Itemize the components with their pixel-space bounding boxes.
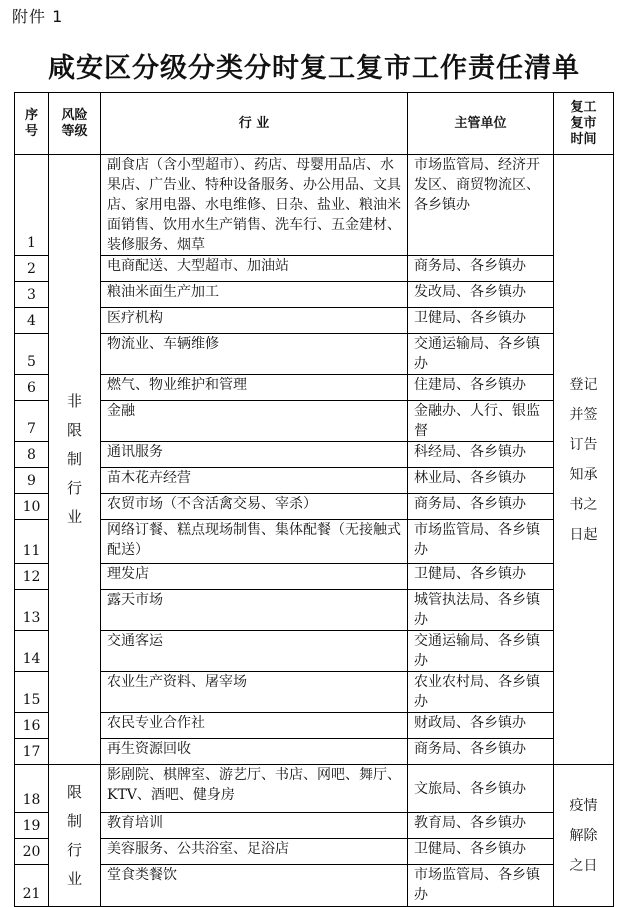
- industry-cell: 影剧院、棋牌室、游艺厅、书店、网吧、舞厅、KTV、酒吧、健身房: [101, 765, 408, 813]
- resume-time-text: 疫情 解除 之日: [569, 797, 598, 874]
- risk-level-text: 非 限 制 行 业: [66, 392, 82, 526]
- industry-cell: 燃气、物业维护和管理: [101, 375, 408, 401]
- row-number: 4: [15, 308, 49, 334]
- table-row: [15, 865, 614, 907]
- department-cell: 教育局、各乡镇办: [408, 813, 554, 839]
- table-row: [15, 334, 614, 375]
- header-industry: [101, 93, 408, 155]
- resume-time: [554, 765, 614, 907]
- table-row: [15, 713, 614, 739]
- table-row: [15, 520, 614, 564]
- department-cell: 文旅局、各乡镇办: [408, 765, 554, 813]
- table-row: [15, 813, 614, 839]
- row-number: 1: [15, 155, 49, 256]
- industry-cell: 农民专业合作社: [101, 713, 408, 739]
- table-row: [15, 375, 614, 401]
- industry-cell: 金融: [101, 401, 408, 442]
- row-number: 7: [15, 401, 49, 442]
- table-row: [15, 739, 614, 765]
- industry-cell: 交通客运: [101, 631, 408, 672]
- header-risk: [49, 93, 101, 155]
- header-risk-text: 风险 等级: [61, 107, 88, 139]
- resume-time-text: 登记 并签 订告 知承 书之 日起: [569, 376, 598, 543]
- row-number: 21: [15, 865, 49, 907]
- row-number: 10: [15, 494, 49, 520]
- industry-cell: 理发店: [101, 564, 408, 590]
- table-row: [15, 442, 614, 468]
- responsibility-table: [14, 92, 614, 907]
- row-number: 14: [15, 631, 49, 672]
- industry-cell: 物流业、车辆维修: [101, 334, 408, 375]
- table-row: [15, 256, 614, 282]
- header-dept: [408, 93, 554, 155]
- page-title: 咸安区分级分类分时复工复市工作责任清单: [48, 53, 580, 84]
- department-cell: 农业农村局、各乡镇办: [408, 672, 554, 713]
- table-row: [15, 401, 614, 442]
- table-row: [15, 564, 614, 590]
- industry-cell: 堂食类餐饮: [101, 865, 408, 907]
- industry-cell: 通讯服务: [101, 442, 408, 468]
- industry-cell: 露天市场: [101, 590, 408, 631]
- header-time: [554, 93, 614, 155]
- industry-cell: 再生资源回收: [101, 739, 408, 765]
- table-row: [15, 155, 614, 256]
- department-cell: 卫健局、各乡镇办: [408, 308, 554, 334]
- industry-cell: 农贸市场（不含活禽交易、宰杀）: [101, 494, 408, 520]
- industry-cell: 副食店（含小型超市）、药店、母婴用品店、水果店、广告业、特种设备服务、办公用品、文具店、家用电器、水电维修、日杂、盐业、粮油米面销售、饮用水生产销售、洗车行、五金建材、装修服务、烟草: [101, 155, 408, 256]
- table-row: [15, 631, 614, 672]
- department-cell: 城管执法局、各乡镇办: [408, 590, 554, 631]
- header-industry-text: 行 业: [238, 115, 270, 131]
- row-number: 15: [15, 672, 49, 713]
- department-cell: 住建局、各乡镇办: [408, 375, 554, 401]
- department-cell: 交通运输局、各乡镇办: [408, 334, 554, 375]
- header-time-text: 复工 复市 时间: [570, 99, 597, 147]
- row-number: 12: [15, 564, 49, 590]
- row-number: 2: [15, 256, 49, 282]
- department-cell: 市场监管局、各乡镇办: [408, 865, 554, 907]
- department-cell: 卫健局、各乡镇办: [408, 564, 554, 590]
- department-cell: 市场监管局、各乡镇办: [408, 520, 554, 564]
- table-row: [15, 590, 614, 631]
- table-row: [15, 308, 614, 334]
- row-number: 13: [15, 590, 49, 631]
- industry-cell: 教育培训: [101, 813, 408, 839]
- row-number: 6: [15, 375, 49, 401]
- industry-cell: 网络订餐、糕点现场制售、集体配餐（无接触式配送）: [101, 520, 408, 564]
- industry-cell: 美容服务、公共浴室、足浴店: [101, 839, 408, 865]
- industry-cell: 医疗机构: [101, 308, 408, 334]
- department-cell: 科经局、各乡镇办: [408, 442, 554, 468]
- department-cell: 交通运输局、各乡镇办: [408, 631, 554, 672]
- row-number: 18: [15, 765, 49, 813]
- risk-level: [49, 155, 101, 765]
- industry-cell: 苗木花卉经营: [101, 468, 408, 494]
- table-row: [15, 839, 614, 865]
- department-cell: 商务局、各乡镇办: [408, 256, 554, 282]
- industry-cell: 电商配送、大型超市、加油站: [101, 256, 408, 282]
- table-row: [15, 494, 614, 520]
- table-row: [15, 765, 614, 813]
- row-number: 3: [15, 282, 49, 308]
- resume-time: [554, 155, 614, 765]
- department-cell: 卫健局、各乡镇办: [408, 839, 554, 865]
- table-row: [15, 282, 614, 308]
- row-number: 8: [15, 442, 49, 468]
- row-number: 5: [15, 334, 49, 375]
- header-row: [15, 93, 614, 155]
- department-cell: 金融办、人行、银监督: [408, 401, 554, 442]
- header-dept-text: 主管单位: [454, 115, 507, 131]
- department-cell: 林业局、各乡镇办: [408, 468, 554, 494]
- attachment-label: 附件 1: [12, 7, 64, 26]
- risk-level-text: 限 制 行 业: [66, 782, 82, 888]
- department-cell: 财政局、各乡镇办: [408, 713, 554, 739]
- department-cell: 商务局、各乡镇办: [408, 494, 554, 520]
- department-cell: 市场监管局、经济开发区、商贸物流区、各乡镇办: [408, 155, 554, 256]
- department-cell: 发改局、各乡镇办: [408, 282, 554, 308]
- table-row: [15, 468, 614, 494]
- risk-level: [49, 765, 101, 907]
- row-number: 17: [15, 739, 49, 765]
- row-number: 11: [15, 520, 49, 564]
- header-no: [15, 93, 49, 155]
- row-number: 19: [15, 813, 49, 839]
- department-cell: 商务局、各乡镇办: [408, 739, 554, 765]
- header-no-text: 序 号: [24, 107, 38, 139]
- row-number: 20: [15, 839, 49, 865]
- row-number: 16: [15, 713, 49, 739]
- industry-cell: 粮油米面生产加工: [101, 282, 408, 308]
- industry-cell: 农业生产资料、屠宰场: [101, 672, 408, 713]
- table-row: [15, 672, 614, 713]
- row-number: 9: [15, 468, 49, 494]
